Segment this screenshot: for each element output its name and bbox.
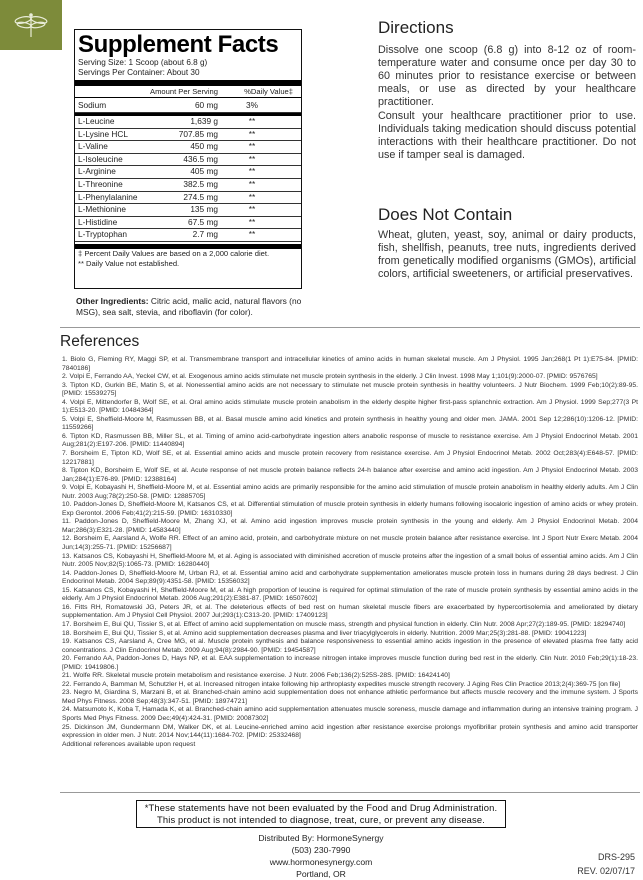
drs-code: DRS-295 <box>597 852 635 862</box>
nutrient-row <box>75 217 301 230</box>
reference-item: 24. Matsumoto K, Koba T, Hamada K, et al. Branched-chain amino acid supplementation attenuates muscle soreness, muscle damage and inflammation during an intensive training program. J Sports Med Phys Fitness. 2009 Dec;49(4):424-31. [PMID: 20087302] <box>62 706 638 722</box>
reference-item: 15. Katsanos CS, Kobayashi H, Sheffield-Moore M, et al. A high proportion of leucine is required for optimal stimulation of the rate of muscle protein synthesis by essential amino acids in the elderly. Am J Physiol Endocrinol Metab. 2006 Aug;291(2):E381-87. [PMID: 16507602] <box>62 586 638 603</box>
amount-header: Amount Per Serving <box>150 87 218 96</box>
nutrient-dv: ** <box>248 141 256 152</box>
nutrient-row <box>75 129 301 142</box>
nutrient-dv: ** <box>248 166 256 177</box>
nutrient-amount: 450 mg <box>190 141 218 152</box>
nutrient-name: L-Methionine <box>78 204 126 215</box>
nutrient-name: L-Arginine <box>78 166 116 177</box>
nutrient-dv: ** <box>248 216 256 227</box>
nutrient-row <box>75 229 301 242</box>
nutrient-dv: ** <box>248 153 256 164</box>
nutrient-name: L-Lysine HCL <box>78 128 128 139</box>
nutrient-dv: ** <box>248 116 256 126</box>
reference-item: 18. Borsheim E, Bui QU, Tissier S, et al. Amino acid supplementation decreases plasma and liver triacylglycerols in elderly. Nutrition. 2009 Mar;25(3):281-88. [PMID: 19041223] <box>62 629 587 637</box>
reference-item: 21. Wolfe RR. Skeletal muscle protein metabolism and resistance exercise. J Nutr. 2006 Feb;136(2):525S-28S. [PMID: 16424140] <box>62 672 450 680</box>
brand-logo <box>0 0 62 50</box>
does-not-contain-text: Wheat, gluten, yeast, soy, animal or dairy products, fish, shellfish, peanuts, tree nuts, ingredients derived from genetically modified organisms (GMOs), artificial colors, artificial sweeteners, or artificial preservatives. <box>378 229 636 281</box>
reference-item: 7. Borsheim E, Tipton KD, Wolf SE, et al. Essential amino acids and muscle protein recovery from resistance exercise. Am J Physiol Endocrinol Metab. 2002 Oct;283(4):E648-57. [PMID: 12217881] <box>62 450 638 466</box>
nutrient-amount: 2.7 mg <box>192 229 218 240</box>
nutrient-amount: 405 mg <box>190 166 218 177</box>
does-not-contain-heading: Does Not Contain <box>378 205 513 224</box>
nutrient-dv: ** <box>248 178 256 189</box>
reference-item: 8. Tipton KD, Borsheim E, Wolf SE, et al. Acute response of net muscle protein balance reflects 24-h balance after exercise and amino acid ingestion. Am J Physiol Endocrinol Metab. 2003 Jan;284(1):E76-89. [PMID: 12388164] <box>62 467 638 483</box>
distributor-name: Distributed By: HormoneSynergy <box>258 833 384 843</box>
nutrient-amount: 707.85 mg <box>178 128 218 139</box>
reference-item: 22. Ferrando A, Bamman M, Schutzler H, et al. Increased nitrogen intake following hip arthroplasty expedites muscle strength recovery. J Aging Res Clin Practice 2013;2(4):369-75 [on file] <box>62 680 621 688</box>
reference-item: 2. Volpi E, Ferrando AA, Yeckel CW, et al. Exogenous amino acids stimulate net muscle protein synthesis in the elderly. J Clin Invest. 1998 May 1;101(9):2000-07. [PMID: 9576765] <box>62 373 598 381</box>
nutrient-amount: 67.5 mg <box>188 216 218 227</box>
disclaimer-line: This product is not intended to diagnose, treat, cure, or prevent any disease. <box>156 814 486 825</box>
nutrient-amount: 1,639 g <box>190 116 218 126</box>
nutrient-row <box>75 204 301 217</box>
nutrient-amount: 60 mg <box>194 100 218 110</box>
reference-item: 4. Volpi E, Mittendorfer B, Wolf SE, et al. Oral amino acids stimulate muscle protein anabolism in the elderly despite higher first-pass splanchnic extraction. Am J Physiol. 1999 Sep;277(3 Pt 1):E513-20. [PMID: 10484364] <box>62 398 638 415</box>
nutrient-name: Sodium <box>78 100 107 110</box>
dv-header: %Daily Value‡ <box>244 87 293 96</box>
footnote-not-established: ** Daily Value not established. <box>78 258 180 268</box>
references-list <box>62 356 638 749</box>
reference-item: 13. Katsanos CS, Kobayashi H, Sheffield-Moore M, et al. Aging is associated with diminished accretion of muscle proteins after the ingestion of a small bolus of essential amino acids. Am J Clin Nutr. 2005 Nov;82(5):1065-73. [PMID: 16280440] <box>62 552 638 569</box>
disclaimer-line: *These statements have not been evaluated by the Food and Drug Administration. <box>144 802 498 813</box>
reference-item: Additional references available upon request <box>62 740 196 748</box>
nutrient-row <box>75 166 301 179</box>
reference-item: 14. Paddon-Jones D, Sheffield-Moore M, Urban RJ, et al. Essential amino acid and carbohydrate supplementation ameliorates muscle protein loss in humans during 28 days bedrest. J Clin Endocrinol Metab. 2004 Sep;89(9):4351-58. [PMID: 15356032] <box>62 569 638 586</box>
reference-item: 6. Tipton KD, Rasmussen BB, Miller SL, et al. Timing of amino acid-carbohydrate ingestion alters anabolic response of muscle to resistance exercise. Am J Physiol Endocrinol Metab. 2001 Aug;281(2):E197-206. [PMID: 11440894] <box>62 432 638 449</box>
sodium-row <box>75 98 301 113</box>
divider <box>60 327 640 328</box>
nutrient-name: L-Tryptophan <box>78 229 128 240</box>
facts-header <box>75 86 301 98</box>
directions-text-1: Dissolve one scoop (6.8 g) into 8-12 oz of room-temperature water and consume once per day 30 to 60 minutes prior to resistance exercise or between meals, or use as directed by your healthcare practitioner. <box>378 44 636 109</box>
reference-item: 17. Borsheim E, Bui QU, Tissier S, et al. Effect of amino acid supplementation on muscle mass, strength and physical function in elderly. Clin Nutr. 2008 Apr;27(2):189-95. [PMID: 18294740] <box>62 620 626 628</box>
serving-size: Serving Size: 1 Scoop (about 6.8 g) <box>78 58 208 67</box>
nutrient-amount: 436.5 mg <box>183 153 218 164</box>
directions-text-2: Consult your healthcare practitioner prior to use. Individuals taking medication should discuss potential interactions with their healthcare practitioner. Do not use if tamper seal is damaged. <box>378 110 636 162</box>
nutrient-name: L-Isoleucine <box>78 153 123 164</box>
nutrient-name: L-Valine <box>78 141 108 152</box>
nutrient-amount: 382.5 mg <box>183 178 218 189</box>
reference-item: 25. Dickinson JM, Gundermann DM, Walker DK, et al. Leucine-enriched amino acid ingestion after resistance exercise prolongs myofibrillar protein synthesis and amino acid transporter expression in older men. J Nutr. 2014 Nov;144(11):1684-702. [PMID: 25332468] <box>62 723 638 740</box>
nutrient-dv: ** <box>248 191 256 202</box>
reference-item: 19. Katsanos CS, Aarsland A, Cree MG, et al. Muscle protein synthesis and balance responsiveness to essential amino acids ingestion in the presence of elevated plasma free fatty acid concentrations. J Clin Endocrinol Metab. 2009 Aug;94(8):2984-90. [PMID: 19454587] <box>62 638 638 654</box>
reference-item: 16. Fitts RH, Romatowski JG, Peters JR, et al. The deleterious effects of bed rest on human skeletal muscle fibers are exacerbated by hypercortisolemia and ameliorated by dietary supplementation. Am J Physiol Cell Physiol. 2007 Jul;293(1):C313-20. [PMID: 17409123] <box>62 603 638 620</box>
nutrient-dv: ** <box>248 204 256 215</box>
other-ingredients-label: Other Ingredients: <box>76 296 149 306</box>
reference-item: 12. Borsheim E, Aarsland A, Wolfe RR. Effect of an amino acid, protein, and carbohydrate mixture on net muscle protein balance after resistance exercise. Int J Sport Nutr Exerc Metab. 2004 Jun;14(3):255-71. [PMID: 15256687] <box>62 535 638 552</box>
nutrient-name: L-Phenylalanine <box>78 191 138 202</box>
reference-item: 23. Negro M, Giardina S, Marzani B, et al. Branched-chain amino acid supplementation does not enhance athletic performance but affects muscle recovery and the immune system. J Sports Med Phys Fitness. 2008 Sep;48(3):347-51. [PMID: 18974721] <box>62 689 638 705</box>
reference-item: 5. Volpi E, Sheffield-Moore M, Rasmussen BB, et al. Basal muscle amino acid kinetics and protein synthesis in healthy young and older men. JAMA. 2001 Sep 12;286(10):1206-12. [PMID: 11559266] <box>62 415 638 432</box>
nutrient-name: L-Threonine <box>78 178 123 189</box>
nutrient-row <box>75 154 301 167</box>
nutrient-dv: ** <box>248 229 256 240</box>
nutrient-name: L-Histidine <box>78 216 118 227</box>
supplement-facts-panel <box>74 29 302 289</box>
reference-item: 10. Paddon-Jones D, Sheffield-Moore M, Katsanos CS, et al. Differential stimulation of muscle protein synthesis in elderly humans following isocaloric ingestion of amino acids or whey protein. Exp Gerontol. 2006 Feb;41(2):215-59. [PMID: 16310330] <box>62 501 638 517</box>
directions-heading: Directions <box>378 18 454 37</box>
nutrient-row <box>75 179 301 192</box>
reference-item: 11. Paddon-Jones D, Sheffield-Moore M, Zhang XJ, et al. Amino acid ingestion improves muscle protein synthesis in the young and elderly. Am J Physiol Endocrinol Metab. 2004 Mar;286(3):E321-28. [PMID: 14583440] <box>62 518 638 534</box>
other-ingredients-text: Citric acid, malic acid, natural flavors (no MSG), sea salt, stevia, and riboflavin (for color). <box>76 296 302 317</box>
nutrient-dv: 3% <box>246 100 258 110</box>
supplement-facts-title: Supplement Facts <box>78 31 279 58</box>
reference-item: 9. Volpi E, Kobayashi H, Sheffield-Moore M, et al. Essential amino acids are primarily responsible for the amino acid stimulation of muscle protein anabolism in healthy elderly adults. Am J Clin Nutr. 2003 Aug;78(2):250-58. [PMID: 12885705] <box>62 484 638 500</box>
nutrient-row <box>75 116 301 129</box>
nutrient-name: L-Leucine <box>78 116 115 126</box>
other-ingredients <box>76 296 304 318</box>
revision-code: REV. 02/07/17 <box>577 866 635 876</box>
reference-item: 3. Tipton KD, Gurkin BE, Matin S, et al. Nonessential amino acids are not necessary to stimulate net muscle protein synthesis in healthy volunteers. J Nutr Biochem. 1999 Feb;10(2):89-95. [PMID: 15539275] <box>62 381 638 398</box>
servings-per-container: Servings Per Container: About 30 <box>78 68 200 77</box>
references-heading: References <box>60 333 140 350</box>
reference-item: 20. Ferrando AA, Paddon-Jones D, Hays NP, et al. EAA supplementation to increase nitrogen intake improves muscle function during bed rest in the elderly. Clin Nutr. 2010 Feb;29(1):18-23. [PMID: 19419806.] <box>62 655 638 671</box>
nutrient-amount: 274.5 mg <box>183 191 218 202</box>
nutrient-amount: 135 mg <box>190 204 218 215</box>
nutrient-row <box>75 192 301 205</box>
dragonfly-icon <box>11 10 51 40</box>
footnote-dv: ‡ Percent Daily Values are based on a 2,000 calorie diet. <box>78 248 270 258</box>
divider <box>60 792 640 793</box>
nutrient-dv: ** <box>248 128 256 139</box>
distributor-phone: (503) 230-7990 <box>291 845 351 855</box>
fda-disclaimer <box>136 800 506 828</box>
distributor-location: Portland, OR <box>296 869 346 879</box>
reference-item: 1. Biolo G, Fleming RY, Maggi SP, et al. Transmembrane transport and intracellular kinetics of amino acids in human skeletal muscle. Am J Physiol. 1995 Jan;268(1 Pt 1):E75-84. [PMID: 7840186] <box>62 356 638 372</box>
distributor-website: www.hormonesynergy.com <box>269 857 373 867</box>
distributor-info <box>221 832 421 880</box>
nutrient-row <box>75 141 301 154</box>
